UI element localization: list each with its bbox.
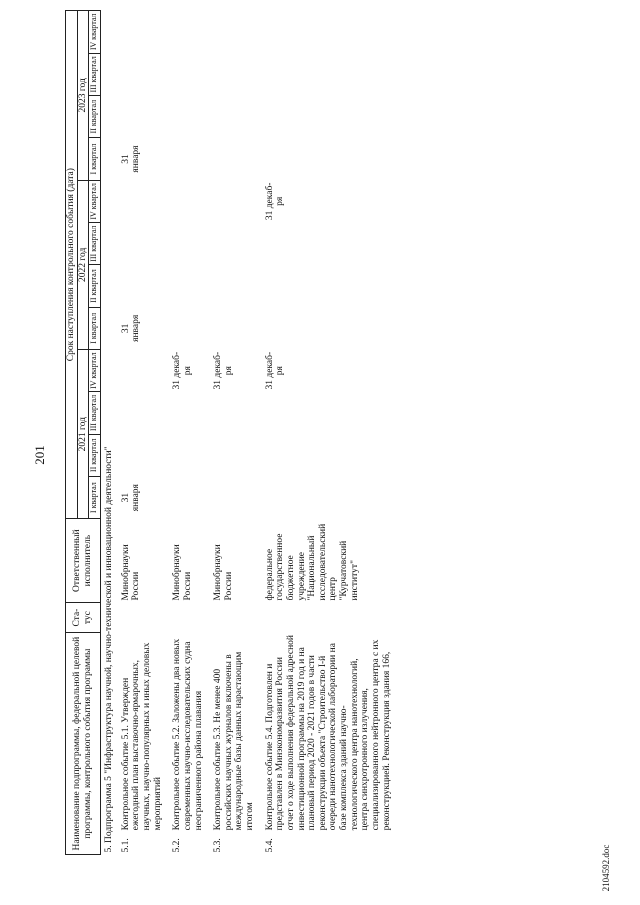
rotated-page-content [65,10,605,855]
document-id: 2104592.doc [601,844,611,892]
deadline-cell [262,11,399,54]
row-number: 5.4. [264,838,275,853]
deadline-cell: 31 декаб-ря [264,182,286,221]
deadline-cell [210,476,262,518]
deadline-cell [262,138,399,180]
row-number: 5.3. [213,838,224,853]
table-row [118,11,170,855]
deadline-cell: 31 января [120,314,142,342]
deadline-cell [169,180,210,222]
deadline-cell [118,434,170,476]
header-year: 2023 год [77,11,89,181]
header-quarter: IV квартал [89,11,101,54]
header-quarter: IV квартал [89,180,101,222]
header-status: Ста-тус [66,602,101,632]
header-deadline: Срок наступления контрольного события (дата) [66,11,78,519]
row-name: Контрольное событие 5.2. Заложены два новых современных научно-исследовательских судна неограниченного района плавания [172,638,204,831]
deadline-cell [118,180,170,222]
deadline-cell [210,11,262,54]
table-row [262,11,399,855]
section-row [101,11,118,855]
header-quarter: II квартал [89,96,101,138]
header-responsible: Ответственный исполнитель [66,519,101,603]
deadline-cell [262,434,399,476]
deadline-cell [210,223,262,265]
row-number: 5.2. [172,838,183,853]
deadline-cell [262,53,399,95]
row-responsible: Минобрнауки России [213,544,234,601]
row-name: Контрольное событие 5.4. Подготовлен и представлен в Минэкономразвития России отчет о ходе выполнения федеральной адресной инвестиционной программы на 2019 год и на плановый период 2020 - 2021 годов в части реконструкции объекта "Строительство I-й очереди нанотехнологической лаборатории на базе комплекса зданий научно-технологического центра нанотехнологий, центра синхротронного излучения, специализированного нейтронного центра с их реконструкцией. Реконструкция здания 166, [264,634,392,831]
header-quarter: IV квартал [89,350,101,392]
row-status [210,602,262,632]
row-responsible: Минобрнауки России [172,544,193,601]
deadline-cell [118,53,170,95]
deadline-cell: 31 декаб-ря [264,351,286,390]
deadline-cell [118,265,170,307]
header-quarter: I квартал [89,307,101,349]
header-quarter: II квартал [89,265,101,307]
header-name: Наименование подпрограммы, федеральной целевой программы, контрольного события программы [66,633,101,855]
row-status [262,602,399,632]
deadline-cell [169,434,210,476]
deadline-cell: 31 января [120,145,142,173]
table-body [101,11,399,855]
deadline-cell [118,223,170,265]
header-quarter: III квартал [89,392,101,434]
deadline-cell [169,96,210,138]
deadline-cell [169,223,210,265]
deadline-cell [169,138,210,180]
deadline-cell [210,307,262,349]
deadline-cell [118,11,170,54]
row-status [169,602,210,632]
deadline-cell [210,96,262,138]
table-row [210,11,262,855]
deadline-cell [118,96,170,138]
row-responsible: Минобрнауки России [120,544,142,601]
deadline-cell [210,138,262,180]
deadline-cell: 31 января [120,484,142,512]
deadline-cell [118,392,170,434]
deadline-cell [262,307,399,349]
section-title: 5. Подпрограмма 5 "Инфраструктура научной, научно-технической и инновационной деятельности" [104,446,115,853]
deadline-cell [210,53,262,95]
header-year: 2022 год [77,180,89,349]
deadline-cell [262,476,399,518]
header-quarter: III квартал [89,223,101,265]
deadline-cell [169,11,210,54]
row-name: Контрольное событие 5.1. Утвержден ежегодный план выставочно-ярмарочных, научных, научно-популярных и иных деловых мероприятий [120,642,163,831]
header-quarter: I квартал [89,476,101,518]
header-quarter: I квартал [89,138,101,180]
table-row [169,11,210,855]
deadline-cell [169,392,210,434]
row-name: Контрольное событие 5.3. Не менее 400 российских научных журналов включены в международные базы данных нарастающим итогом [213,651,256,831]
deadline-cell [210,180,262,222]
deadline-cell: 31 декаб-ря [172,351,193,390]
deadline-cell [169,307,210,349]
deadline-cell [118,350,170,392]
deadline-cell [210,434,262,476]
deadline-cell [210,392,262,434]
header-quarter: III квартал [89,53,101,95]
deadline-cell: 31 декаб-ря [213,351,234,390]
table-header [66,11,101,855]
header-quarter: II квартал [89,434,101,476]
deadline-cell [169,476,210,518]
deadline-cell [262,265,399,307]
deadline-cell [262,392,399,434]
page-number: 201 [32,445,47,465]
deadline-cell [169,265,210,307]
header-year: 2021 год [77,350,89,519]
deadline-cell [262,223,399,265]
control-events-table [65,10,398,855]
deadline-cell [210,265,262,307]
deadline-cell [262,96,399,138]
row-number: 5.1. [120,838,131,853]
row-responsible: федеральное государственное бюджетное учреждение "Национальный исследовательский центр "Курчатовский институт" [264,523,360,601]
row-status [118,602,170,632]
deadline-cell [169,53,210,95]
